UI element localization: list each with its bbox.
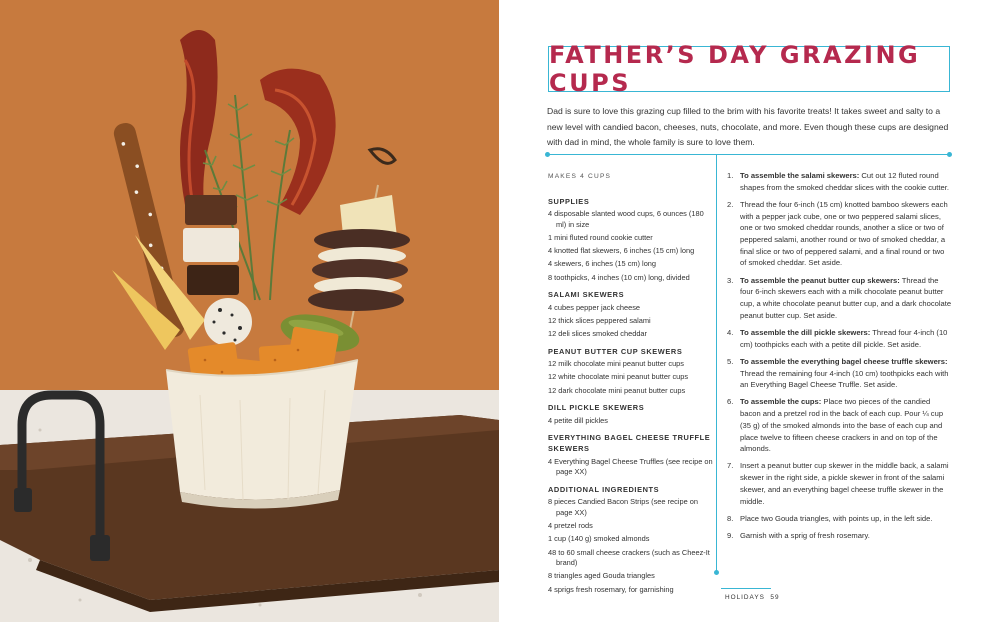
ingredient-item: 4 petite dill pickles xyxy=(548,415,608,425)
step-lead: To assemble the peanut butter cup skewers: xyxy=(740,275,900,285)
step-number: 5. xyxy=(727,356,734,366)
ingredient-item: 4 Everything Bagel Cheese Truffles (see recipe on page XX) xyxy=(548,456,713,477)
ingredient-item: 4 cubes pepper jack cheese xyxy=(548,302,641,312)
step-number: 1. xyxy=(727,171,734,180)
step-number: 7. xyxy=(727,461,734,471)
ingredient-item: 8 pieces Candied Bacon Strips (see recipe on page XX) xyxy=(548,497,698,517)
step-text xyxy=(740,170,952,193)
section-heading: SALAMI SKEWERS xyxy=(548,290,625,300)
ingredient-item: 8 toothpicks, 4 inches (10 cm) long, divided xyxy=(548,272,690,282)
step-number: 8. xyxy=(727,513,734,523)
step-text xyxy=(740,356,952,391)
step-number: 6. xyxy=(727,397,734,407)
step-lead: To assemble the dill pickle skewers: xyxy=(740,327,871,337)
horizontal-divider xyxy=(547,154,949,155)
section-heading: SUPPLIES xyxy=(548,196,590,206)
yield-label: MAKES 4 CUPS xyxy=(548,173,612,180)
ingredient-item: 8 triangles aged Gouda triangles xyxy=(548,571,655,581)
section-heading: EVERYTHING BAGEL CHEESE TRUFFLE SKEWERS xyxy=(548,433,711,454)
ingredient-item: 48 to 60 small cheese crackers (such as Cheez-It brand) xyxy=(548,547,710,568)
section-heading: ADDITIONAL INGREDIENTS xyxy=(548,484,660,494)
step-body: Thread four 4-inch (10 cm) toothpicks each with a petite dill pickle. Set aside. xyxy=(740,327,948,349)
step-number: 3. xyxy=(727,275,734,285)
ingredient-item: 12 dark chocolate mini peanut butter cups xyxy=(548,385,686,395)
ingredient-item: 4 knotted flat skewers, 6 inches (15 cm) long xyxy=(548,246,695,256)
instruction-step xyxy=(727,396,952,455)
step-body: Insert a peanut butter cup skewer in the middle back, a salami skewer in the right side, a pickle skewer in front of the salami skewer, and an everything bagel cheese truffle skewer in the middle. xyxy=(740,461,949,506)
ingredient-item: 12 deli slices smoked cheddar xyxy=(548,329,648,339)
step-lead: To assemble the cups: xyxy=(740,397,822,407)
ingredient-item: 1 cup (140 g) smoked almonds xyxy=(548,534,650,544)
instruction-step xyxy=(727,199,952,269)
ingredients-column xyxy=(548,172,713,598)
step-text xyxy=(740,327,952,350)
page-title: FATHER’S DAY GRAZING CUPS xyxy=(549,41,921,97)
folio-page-number: 59 xyxy=(770,594,780,601)
ingredient-item: 12 white chocolate mini peanut butter cups xyxy=(548,372,689,382)
ingredient-item: 4 skewers, 6 inches (15 cm) long xyxy=(548,259,657,269)
step-text xyxy=(740,396,952,455)
folio-section: HOLIDAYS xyxy=(725,594,765,601)
step-lead: To assemble the everything bagel cheese truffle skewers: xyxy=(740,356,948,366)
instructions-column xyxy=(727,170,952,547)
step-text xyxy=(740,275,952,322)
step-body: Garnish with a sprig of fresh rosemary. xyxy=(740,530,870,540)
ingredient-item: 4 disposable slanted wood cups, 6 ounces (180 ml) in size xyxy=(548,209,704,229)
step-body: Cut out 12 fluted round shapes from the smoked cheddar slices with the cookie cutter. xyxy=(740,171,949,192)
folio-rule xyxy=(721,588,771,589)
step-text xyxy=(740,530,870,542)
instruction-step xyxy=(727,530,952,542)
page-folio xyxy=(725,594,780,601)
step-text xyxy=(740,460,952,507)
step-body: Place two Gouda triangles, with points up, in the left side. xyxy=(740,513,933,523)
step-number: 9. xyxy=(727,530,734,540)
instruction-step xyxy=(727,513,952,525)
ingredient-item: 4 sprigs fresh rosemary, for garnishing xyxy=(548,584,674,594)
ingredient-item: 4 pretzel rods xyxy=(548,521,593,531)
ingredient-item: 1 mini fluted round cookie cutter xyxy=(548,232,653,242)
grazing-cup-illustration xyxy=(0,0,499,622)
step-text xyxy=(740,513,932,525)
title-box xyxy=(548,41,950,97)
step-body: Thread the remaining four 4-inch (10 cm) toothpicks each with an Everything Bagel Cheese Truffle. Set aside. xyxy=(740,368,949,390)
recipe-page xyxy=(499,0,1000,622)
divider-cap-right xyxy=(947,152,952,157)
ingredient-item: 12 milk chocolate mini peanut butter cups xyxy=(548,359,684,369)
vertical-divider xyxy=(716,155,717,573)
intro-paragraph: Dad is sure to love this grazing cup filled to the brim with his favorite treats! It takes sweet and salty to a new level with candied bacon, cheeses, nuts, chocolate, and more. Even though these cups are designed with dad in mind, the whole family is sure to love them. xyxy=(547,106,949,147)
ingredient-sections xyxy=(548,197,713,596)
step-body: Place two pieces of the candied bacon and a pretzel rod in the back of each cup. Pour ¼ cup (35 g) of the smoked almonds into the base of each cup and place twelve to fifteen cheese crackers in and on top of the almonds. xyxy=(740,397,944,454)
section-heading: DILL PICKLE SKEWERS xyxy=(548,403,645,413)
instruction-step xyxy=(727,327,952,350)
divider-cap-bottom xyxy=(714,570,719,575)
step-text xyxy=(740,199,952,269)
step-number: 2. xyxy=(727,199,734,209)
instruction-step xyxy=(727,460,952,507)
step-number: 4. xyxy=(727,327,734,337)
instruction-step xyxy=(727,356,952,391)
instruction-step xyxy=(727,275,952,322)
divider-cap-left xyxy=(545,152,550,157)
instruction-step xyxy=(727,170,952,193)
step-lead: To assemble the salami skewers: xyxy=(740,171,860,180)
ingredient-item: 12 thick slices peppered salami xyxy=(548,315,651,325)
step-body: Thread the four 6-inch skewers each with a milk chocolate peanut butter cup, a white chocolate peanut butter cup, and a dark chocolate peanut butter cup. Set aside. xyxy=(740,275,952,320)
section-heading: PEANUT BUTTER CUP SKEWERS xyxy=(548,346,683,356)
recipe-photo xyxy=(0,0,499,622)
step-body: Thread the four 6-inch (15 cm) knotted bamboo skewers each with a pepper jack cube, one or two peppered salami slices, one or two smoked cheddar rounds, another a slice or two of peppered salami, another round or two of smoked cheddar, a final slice or two of peppered salami, and a final round or two of smoked cheddar. Set aside. xyxy=(740,199,948,268)
